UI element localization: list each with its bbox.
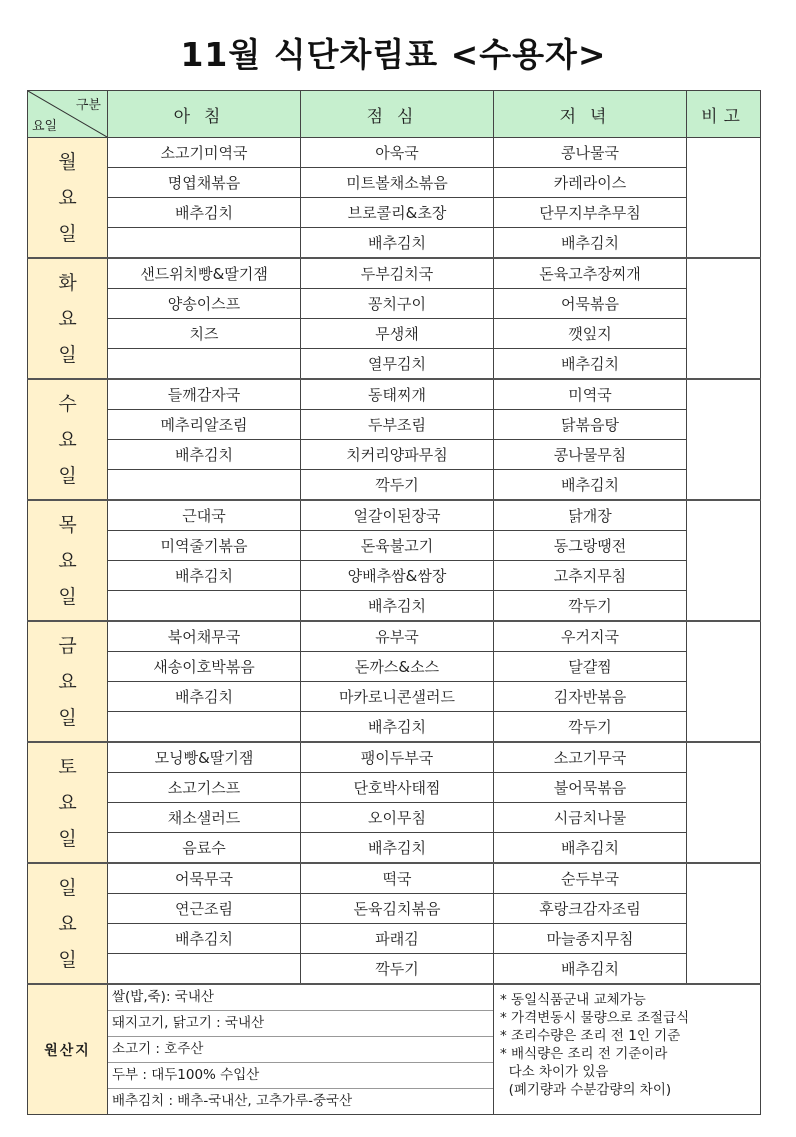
breakfast-item: 새송이호박볶음 [108,652,301,682]
lunch-item: 유부국 [301,621,494,652]
remarks-cell [687,138,761,259]
remark-line: (폐기량과 수분감량의 차이) [500,1082,672,1098]
breakfast-item: 양송이스프 [108,289,301,319]
lunch-item: 열무김치 [301,349,494,380]
menu-sheet [27,18,760,1118]
corner-label-day: 요일 [32,119,58,134]
lunch-item: 오이무침 [301,803,494,833]
lunch-item: 깍두기 [301,954,494,985]
lunch-item: 미트볼채소볶음 [301,168,494,198]
day-char: 화 [58,271,77,294]
menu-row [28,168,761,198]
breakfast-item: 배추김치 [108,924,301,954]
lunch-item: 깍두기 [301,470,494,501]
breakfast-item: 연근조림 [108,894,301,924]
menu-row [28,954,761,985]
menu-row [28,924,761,954]
menu-row [28,410,761,440]
dinner-item: 단무지부추무침 [494,198,687,228]
remark-line: * 가격변동시 물량으로 조절급식 [500,1010,690,1026]
remarks-cell [687,621,761,742]
header-remarks: 비고 [687,91,761,138]
menu-body [28,138,761,985]
origin-list [108,984,494,1115]
menu-row [28,349,761,380]
remark-line: * 동일식품군내 교체가능 [500,992,646,1008]
header-row [28,91,761,138]
lunch-item: 치커리양파무침 [301,440,494,470]
breakfast-item: 음료수 [108,833,301,864]
dinner-item: 깍두기 [494,591,687,622]
breakfast-item: 근대국 [108,500,301,531]
menu-row [28,228,761,259]
page-title: 11월 식단차림표 <수용자> [180,34,607,74]
origin-row [28,984,761,1115]
day-char: 금 [58,634,77,657]
remarks-cell [687,379,761,500]
dinner-item: 배추김치 [494,833,687,864]
dinner-item: 돈육고추장찌개 [494,258,687,289]
day-label [28,621,108,742]
breakfast-item [108,228,301,259]
lunch-item: 동태찌개 [301,379,494,410]
lunch-item: 꽁치구이 [301,289,494,319]
corner-label-category: 구분 [75,98,101,113]
menu-row [28,319,761,349]
day-char: 요 [58,670,77,693]
breakfast-item: 명엽채볶음 [108,168,301,198]
corner-header [28,91,108,138]
breakfast-item [108,470,301,501]
origin-item: 돼지고기, 닭고기 : 국내산 [108,1011,493,1037]
menu-row [28,833,761,864]
lunch-item: 두부조림 [301,410,494,440]
breakfast-item: 배추김치 [108,198,301,228]
menu-row [28,621,761,652]
day-char: 요 [58,186,77,209]
dinner-item: 우거지국 [494,621,687,652]
menu-table [27,90,761,1115]
day-char: 일 [58,876,77,899]
breakfast-item: 메추리알조림 [108,410,301,440]
day-label [28,379,108,500]
dinner-item: 달걀찜 [494,652,687,682]
remarks-notes [494,984,761,1115]
dinner-item: 동그랑땡전 [494,531,687,561]
dinner-item: 닭개장 [494,500,687,531]
origin-item: 배추김치 : 배추-국내산, 고추가루-중국산 [112,1093,353,1109]
breakfast-item: 어묵무국 [108,863,301,894]
lunch-item: 돈까스&소스 [301,652,494,682]
menu-row [28,591,761,622]
dinner-item: 깻잎지 [494,319,687,349]
day-char: 일 [58,585,77,608]
remarks-cell [687,742,761,863]
menu-row [28,531,761,561]
remarks-cell [687,863,761,984]
day-char: 토 [58,755,77,778]
origin-label: 원산지 [28,984,108,1115]
menu-row [28,742,761,773]
menu-row [28,440,761,470]
menu-row [28,652,761,682]
breakfast-item: 모닝빵&딸기잼 [108,742,301,773]
day-char: 요 [58,307,77,330]
menu-row [28,258,761,289]
breakfast-item [108,712,301,743]
dinner-item: 배추김치 [494,954,687,985]
day-label [28,742,108,863]
menu-row [28,773,761,803]
breakfast-item: 소고기미역국 [108,138,301,168]
lunch-item: 배추김치 [301,591,494,622]
remark-line: * 배식량은 조리 전 기준이라 [500,1046,668,1062]
dinner-item: 순두부국 [494,863,687,894]
breakfast-item: 배추김치 [108,561,301,591]
menu-row [28,712,761,743]
lunch-item: 마카로니콘샐러드 [301,682,494,712]
lunch-item: 양배추쌈&쌈장 [301,561,494,591]
breakfast-item: 배추김치 [108,682,301,712]
menu-row [28,863,761,894]
lunch-item: 아욱국 [301,138,494,168]
header-lunch: 점심 [301,91,494,138]
day-char: 일 [58,343,77,366]
dinner-item: 시금치나물 [494,803,687,833]
breakfast-item: 샌드위치빵&딸기잼 [108,258,301,289]
lunch-item: 배추김치 [301,833,494,864]
day-char: 수 [58,392,77,415]
dinner-item: 배추김치 [494,470,687,501]
header-breakfast: 아침 [108,91,301,138]
dinner-item: 김자반볶음 [494,682,687,712]
lunch-item: 떡국 [301,863,494,894]
day-char: 일 [58,827,77,850]
lunch-item: 돈육김치볶음 [301,894,494,924]
breakfast-item: 치즈 [108,319,301,349]
dinner-item: 깍두기 [494,712,687,743]
dinner-item: 닭볶음탕 [494,410,687,440]
dinner-item: 카레라이스 [494,168,687,198]
dinner-item: 후랑크감자조림 [494,894,687,924]
dinner-item: 어묵볶음 [494,289,687,319]
dinner-item: 콩나물국 [494,138,687,168]
breakfast-item [108,349,301,380]
day-char: 일 [58,464,77,487]
day-char: 일 [58,222,77,245]
remark-line: * 조리수량은 조리 전 1인 기준 [500,1028,681,1044]
menu-row [28,470,761,501]
day-char: 일 [58,948,77,971]
breakfast-item: 북어채무국 [108,621,301,652]
menu-row [28,682,761,712]
origin-item: 두부 : 대두100% 수입산 [108,1063,493,1089]
day-label [28,863,108,984]
lunch-item: 단호박사태찜 [301,773,494,803]
menu-row [28,379,761,410]
menu-row [28,500,761,531]
breakfast-item: 미역줄기볶음 [108,531,301,561]
breakfast-item [108,954,301,985]
day-char: 요 [58,912,77,935]
lunch-item: 팽이두부국 [301,742,494,773]
lunch-item: 돈육불고기 [301,531,494,561]
menu-row [28,894,761,924]
remarks-cell [687,258,761,379]
lunch-item: 얼갈이된장국 [301,500,494,531]
dinner-item: 불어묵볶음 [494,773,687,803]
day-char: 요 [58,549,77,572]
remark-line: 다소 차이가 있음 [500,1064,609,1080]
breakfast-item: 들깨감자국 [108,379,301,410]
dinner-item: 고추지무침 [494,561,687,591]
dinner-item: 마늘종지무침 [494,924,687,954]
dinner-item: 소고기무국 [494,742,687,773]
menu-row [28,289,761,319]
lunch-item: 두부김치국 [301,258,494,289]
dinner-item: 미역국 [494,379,687,410]
menu-row [28,561,761,591]
breakfast-item: 채소샐러드 [108,803,301,833]
menu-row [28,803,761,833]
header-dinner: 저녁 [494,91,687,138]
menu-row [28,138,761,168]
lunch-item: 브로콜리&초장 [301,198,494,228]
breakfast-item: 배추김치 [108,440,301,470]
lunch-item: 배추김치 [301,228,494,259]
day-char: 일 [58,706,77,729]
day-label [28,258,108,379]
lunch-item: 배추김치 [301,712,494,743]
menu-row [28,198,761,228]
day-char: 요 [58,791,77,814]
lunch-item: 파래김 [301,924,494,954]
lunch-item: 무생채 [301,319,494,349]
breakfast-item: 소고기스프 [108,773,301,803]
day-label [28,138,108,259]
day-char: 목 [58,513,77,536]
origin-item: 쌀(밥,죽): 국내산 [108,985,493,1011]
remarks-cell [687,500,761,621]
origin-item: 소고기 : 호주산 [108,1037,493,1063]
breakfast-item [108,591,301,622]
day-char: 월 [58,150,77,173]
dinner-item: 배추김치 [494,349,687,380]
dinner-item: 배추김치 [494,228,687,259]
day-char: 요 [58,428,77,451]
dinner-item: 콩나물무침 [494,440,687,470]
day-label [28,500,108,621]
